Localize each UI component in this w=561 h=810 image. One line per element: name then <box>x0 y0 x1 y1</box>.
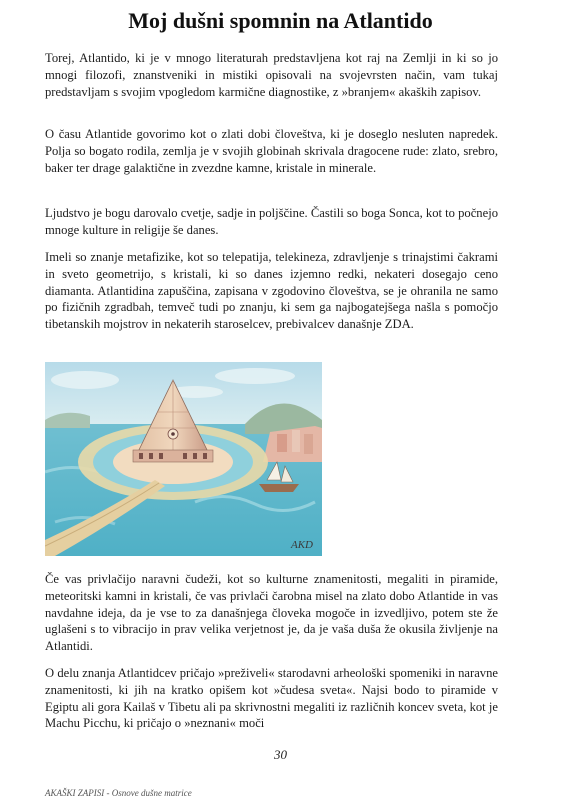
paragraph-4: Imeli so znanje metafizike, kot so telepatija, telekineza, zdravljenje s trinajstimi čakrami in sveto geometrijo, s kristali, ki so danes izjemno redki, nekateri dosegajo ceno diamanta. Atlantidina zapuščina, zapisana v zgodovino človeštva, se je ohranila ne samo po fizičnih zgradbah, temveč tudi po znanju, ki sem ga najbogatejšega našla s pomočjo tibetanskih mojstrov in nekaterih staroselcev, prebivalcev današnje ZDA. <box>45 250 498 332</box>
paragraph-3: Ljudstvo je bogu darovalo cvetje, sadje in poljščine. Častili so boga Sonca, kot to počnejo mnoge kulture in religije še danes. <box>45 206 498 237</box>
paragraph-6: O delu znanja Atlantidcev pričajo »preživeli« starodavni arheološki spomeniki in naravne znamenitosti, ki jih na kratko opišem kot »čudesa sveta«. Najsi bodo to piramide v Egiptu ali gora Kailaš v Tibetu ali pa skrivnostni megaliti iz različnih koncev sveta, kot je Machu Picchu, ki pričajo o »neznani« moči <box>45 666 498 731</box>
page-number: 30 <box>274 747 287 762</box>
running-footer: AKAŠKI ZAPISI - Osnove dušne matrice <box>45 788 192 798</box>
paragraph-5: Če vas privlačijo naravni čudeži, kot so kulturne znamenitosti, megaliti in piramide, meteoritski kamni in kristali, če vas privlači čarobna misel na zlato dobo Atlantide in vas navdahne ideja, da je vse to za današnjega človeka mogoče in izvedljivo, potem ste že uglašeni s to vibracijo in prav velika verjetnost je, da je vaša duša že okusila življenje na Atlantidi. <box>45 572 498 654</box>
painting-signature: AKD <box>291 539 313 551</box>
page-title: Moj dušni spomnin na Atlantido <box>128 8 433 33</box>
paragraph-1: Torej, Atlantido, ki je v mnogo literaturah predstavljena kot raj na Zemlji in ki so jo mnogi filozofi, znanstveniki in mistiki opisovali na svojevrsten način, vam tukaj predstavljam s svojim vpogledom karmične diagnostike, z »branjem« akaških zapisov. <box>45 51 498 99</box>
paragraph-2: O času Atlantide govorimo kot o zlati dobi človeštva, ki je doseglo nesluten napredek. Polja so bogato rodila, zemlja je v svojih globinah skrivala dragocene rude: zlato, srebro, baker ter drage galaktične in zvezdne kamne, kristale in minerale. <box>45 127 498 175</box>
atlantis-painting <box>45 362 322 556</box>
